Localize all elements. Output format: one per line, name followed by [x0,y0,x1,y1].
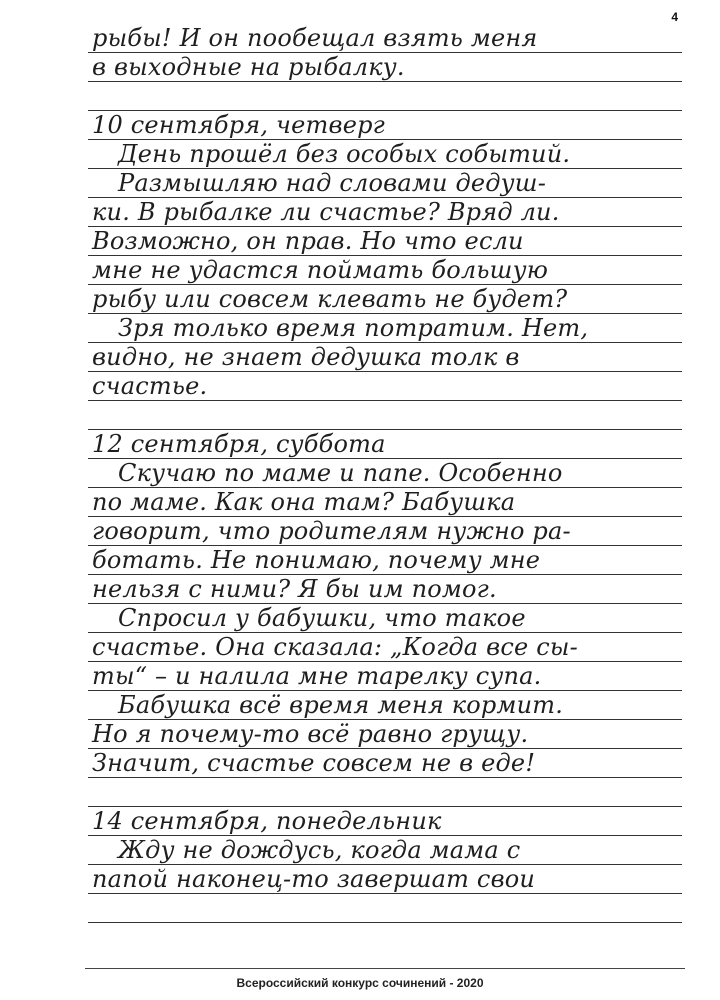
handwritten-line: Но я почему-то всё равно грущу. [92,720,529,748]
handwritten-line: ты“ – и налила мне тарелку супа. [92,662,542,690]
handwritten-line: ботать. Не понимаю, почему мне [92,546,541,574]
handwritten-line: Скучаю по маме и папе. Особенно [118,459,563,487]
diary-date-heading: 12 сентября, суббота [92,430,386,458]
handwritten-line: счастье. [92,372,208,400]
handwritten-line: Зря только время потратим. Нет, [118,314,589,342]
handwritten-line: видно, не знает дедушка толк в [92,343,520,371]
handwritten-line: Размышляю над словами дедуш- [118,169,547,197]
handwritten-line: Спросил у бабушки, что такое [118,604,526,632]
handwritten-line: рыбу или совсем клевать не будет? [92,285,568,313]
handwritten-line: Жду не дождусь, когда мама с [118,836,521,864]
ruled-line [88,893,682,894]
diary-date-heading: 10 сентября, четверг [92,111,385,139]
footer-title: Всероссийский конкурс сочинений - 2020 [236,976,484,990]
diary-date-heading: 14 сентября, понедельник [92,807,442,835]
handwritten-line: Возможно, он прав. Но что если [92,227,524,255]
handwritten-line: в выходные на рыбалку. [92,53,405,81]
ruled-line [88,400,682,401]
footer-divider [85,968,685,969]
handwritten-line: рыбы! И он пообещал взять меня [92,24,538,52]
handwritten-line: счастье. Она сказала: „Когда все сы- [92,633,578,661]
handwritten-line: папой наконец-то завершат свои [92,865,536,893]
handwritten-line: по маме. Как она там? Бабушка [92,488,516,516]
handwritten-line: ки. В рыбалке ли счастье? Вряд ли. [92,198,560,226]
handwritten-line: говорит, что родителям нужно ра- [92,517,571,545]
handwritten-line: День прошёл без особых событий. [118,140,571,168]
ruled-line [88,922,682,923]
page-number: 4 [671,10,678,24]
handwritten-line: мне не удастся поймать большую [92,256,549,284]
handwritten-line: Бабушка всё время меня кормит. [118,691,564,719]
handwritten-line: Значит, счастье совсем не в еде! [92,749,536,777]
ruled-line [88,777,682,778]
handwritten-line: нельзя с ними? Я бы им помог. [92,575,497,603]
ruled-line [88,81,682,82]
